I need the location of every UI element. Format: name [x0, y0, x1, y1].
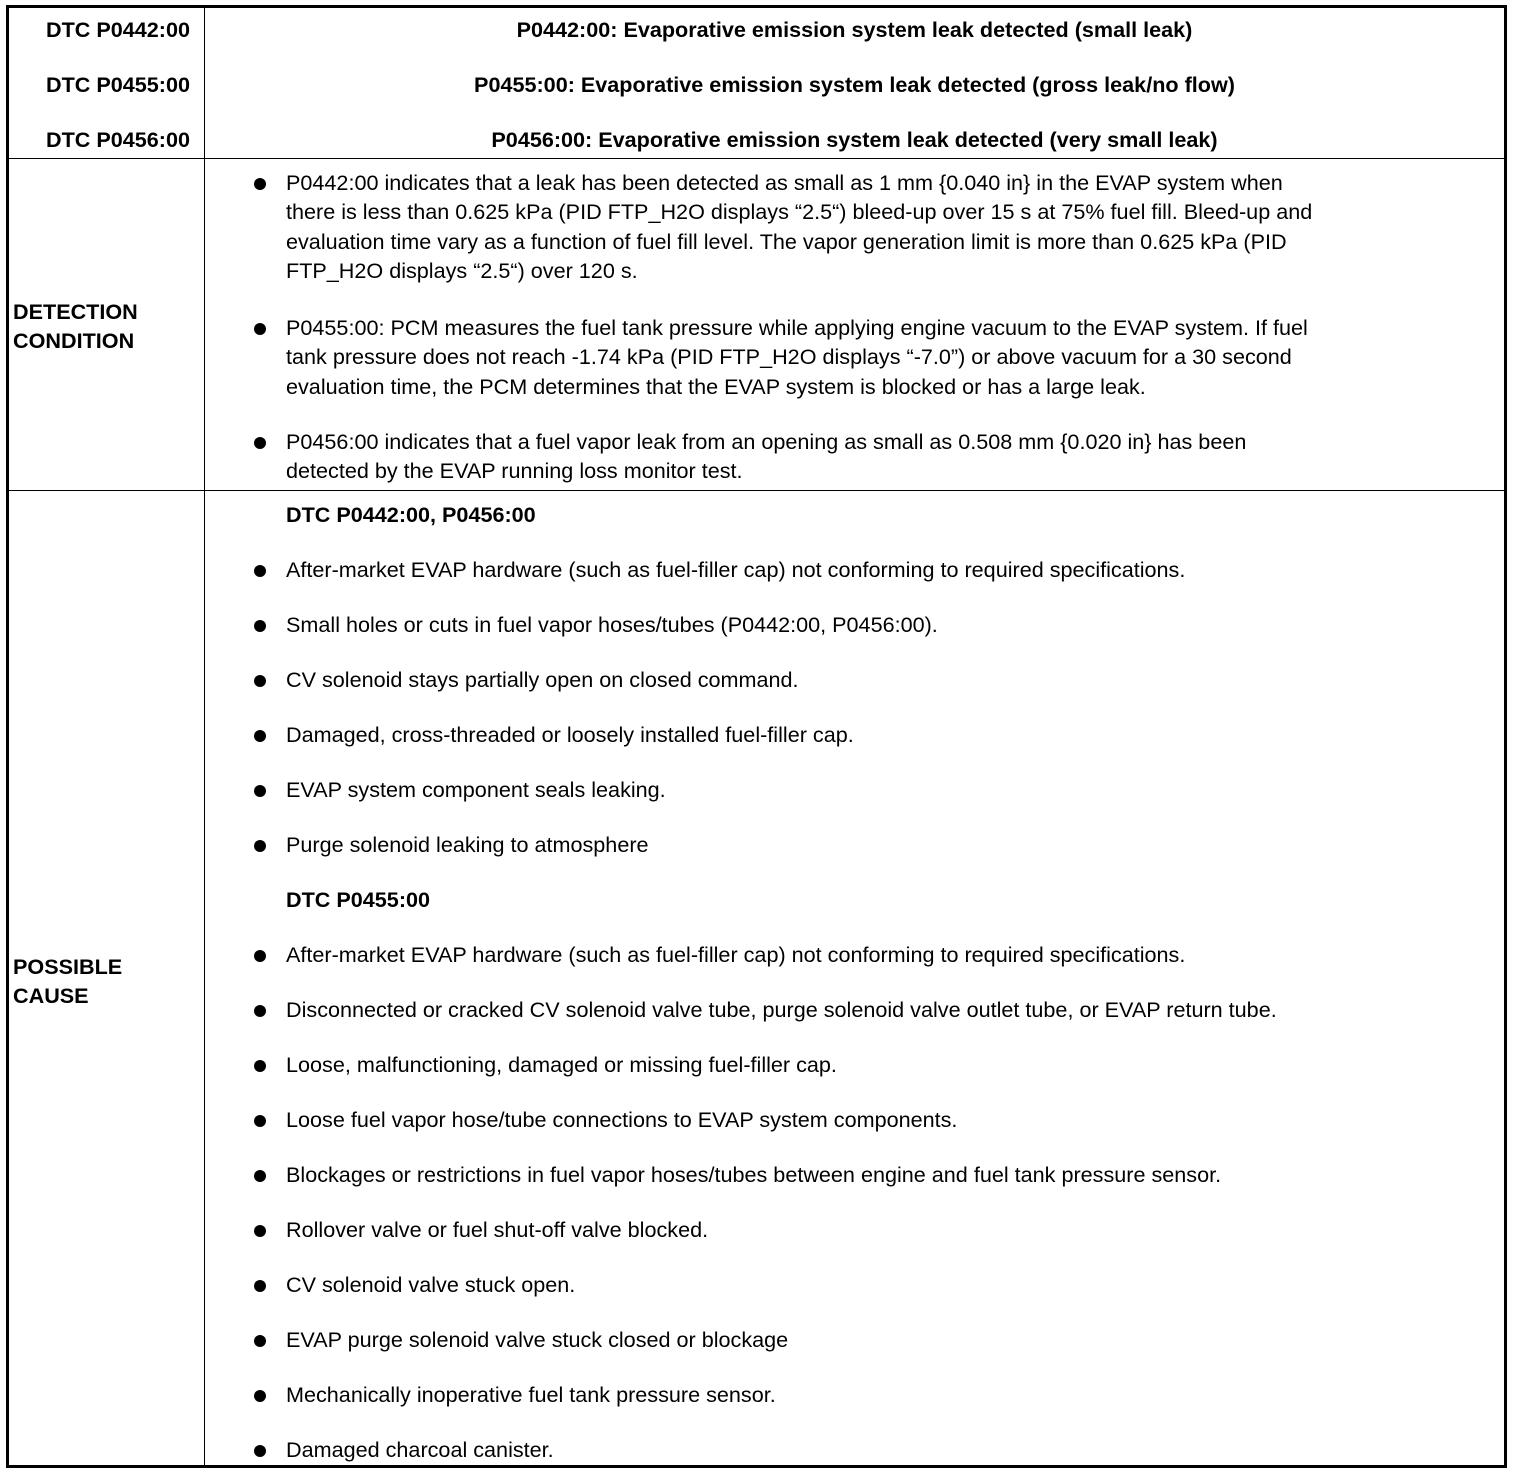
detection-text: P0456:00 indicates that a fuel vapor leak from an opening as small as 0.508 mm {0.020 in} has been: [286, 429, 1247, 454]
cause-item: EVAP system component seals leaking.: [286, 777, 666, 802]
dtc-code: DTC P0456:00: [45, 127, 190, 152]
cause-item: Damaged charcoal canister.: [286, 1437, 554, 1462]
dtc-code: DTC P0442:00: [45, 17, 190, 42]
bullet-icon: [254, 950, 266, 962]
bullet-icon: [254, 323, 266, 335]
bullet-icon: [254, 1390, 266, 1402]
cause-item: Rollover valve or fuel shut-off valve blocked.: [286, 1217, 709, 1242]
cause-item: After-market EVAP hardware (such as fuel-filler cap) not conforming to required specifications.: [286, 942, 1186, 967]
bullet-icon: [254, 620, 266, 632]
cause-item: EVAP purge solenoid valve stuck closed or blockage: [286, 1327, 789, 1352]
detection-text: evaluation time vary as a function of fuel fill level. The vapor generation limit is more than 0.625 kPa (PID: [286, 229, 1287, 254]
cause-item: Blockages or restrictions in fuel vapor hoses/tubes between engine and fuel tank pressure sensor.: [286, 1162, 1222, 1187]
dtc-table: [6, 5, 1507, 1468]
row-divider-detection: [9, 490, 1504, 491]
bullet-icon: [254, 1445, 266, 1457]
detection-label: DETECTION: [13, 299, 138, 324]
bullet-icon: [254, 1335, 266, 1347]
bullet-icon: [254, 178, 266, 190]
dtc-title: P0455:00: Evaporative emission system leak detected (gross leak/no flow): [474, 72, 1235, 97]
detection-text: there is less than 0.625 kPa (PID FTP_H2O displays “2.5“) bleed-up over 15 s at 75% fuel fill. Bleed-up and: [286, 199, 1313, 224]
detection-text: evaluation time, the PCM determines that the EVAP system is blocked or has a large leak.: [286, 374, 1146, 399]
dtc-code: DTC P0455:00: [45, 72, 190, 97]
cause-item: Loose, malfunctioning, damaged or missing fuel-filler cap.: [286, 1052, 837, 1077]
detection-label: CONDITION: [13, 328, 135, 353]
bullet-icon: [254, 675, 266, 687]
cause-item: Small holes or cuts in fuel vapor hoses/tubes (P0442:00, P0456:00).: [286, 612, 938, 637]
cause-item: Loose fuel vapor hose/tube connections to EVAP system components.: [286, 1107, 958, 1132]
cause-item: After-market EVAP hardware (such as fuel-filler cap) not conforming to required specifications.: [286, 557, 1186, 582]
dtc-title: P0456:00: Evaporative emission system leak detected (very small leak): [491, 127, 1218, 152]
row-divider-header: [9, 158, 1504, 159]
column-divider: [204, 8, 205, 1465]
detection-text: FTP_H2O displays “2.5“) over 120 s.: [286, 258, 638, 283]
bullet-icon: [254, 437, 266, 449]
cause-item: Disconnected or cracked CV solenoid valve tube, purge solenoid valve outlet tube, or EVAP return tube.: [286, 997, 1277, 1022]
cause-item: CV solenoid stays partially open on closed command.: [286, 667, 799, 692]
bullet-icon: [254, 1170, 266, 1182]
bullet-icon: [254, 1060, 266, 1072]
cause-item: Mechanically inoperative fuel tank pressure sensor.: [286, 1382, 776, 1407]
bullet-icon: [254, 840, 266, 852]
bullet-icon: [254, 1115, 266, 1127]
bullet-icon: [254, 565, 266, 577]
bullet-icon: [254, 785, 266, 797]
possible-cause-label: CAUSE: [13, 983, 89, 1008]
bullet-icon: [254, 1005, 266, 1017]
detection-text: tank pressure does not reach -1.74 kPa (PID FTP_H2O displays “-7.0”) or above vacuum for a 30 second: [286, 344, 1292, 369]
cause-item: Purge solenoid leaking to atmosphere: [286, 832, 649, 857]
detection-text: P0455:00: PCM measures the fuel tank pressure while applying engine vacuum to the EVAP system. If fuel: [286, 315, 1308, 340]
dtc-title: P0442:00: Evaporative emission system leak detected (small leak): [516, 17, 1193, 42]
bullet-icon: [254, 730, 266, 742]
bullet-icon: [254, 1225, 266, 1237]
possible-cause-label: POSSIBLE: [13, 954, 123, 979]
cause-group-heading: DTC P0455:00: [286, 887, 431, 912]
detection-text: P0442:00 indicates that a leak has been detected as small as 1 mm {0.040 in} in the EVAP system when: [286, 170, 1283, 195]
detection-text: detected by the EVAP running loss monitor test.: [286, 458, 743, 483]
cause-item: Damaged, cross-threaded or loosely installed fuel-filler cap.: [286, 722, 854, 747]
bullet-icon: [254, 1280, 266, 1292]
cause-item: CV solenoid valve stuck open.: [286, 1272, 576, 1297]
cause-group-heading: DTC P0442:00, P0456:00: [286, 502, 536, 527]
